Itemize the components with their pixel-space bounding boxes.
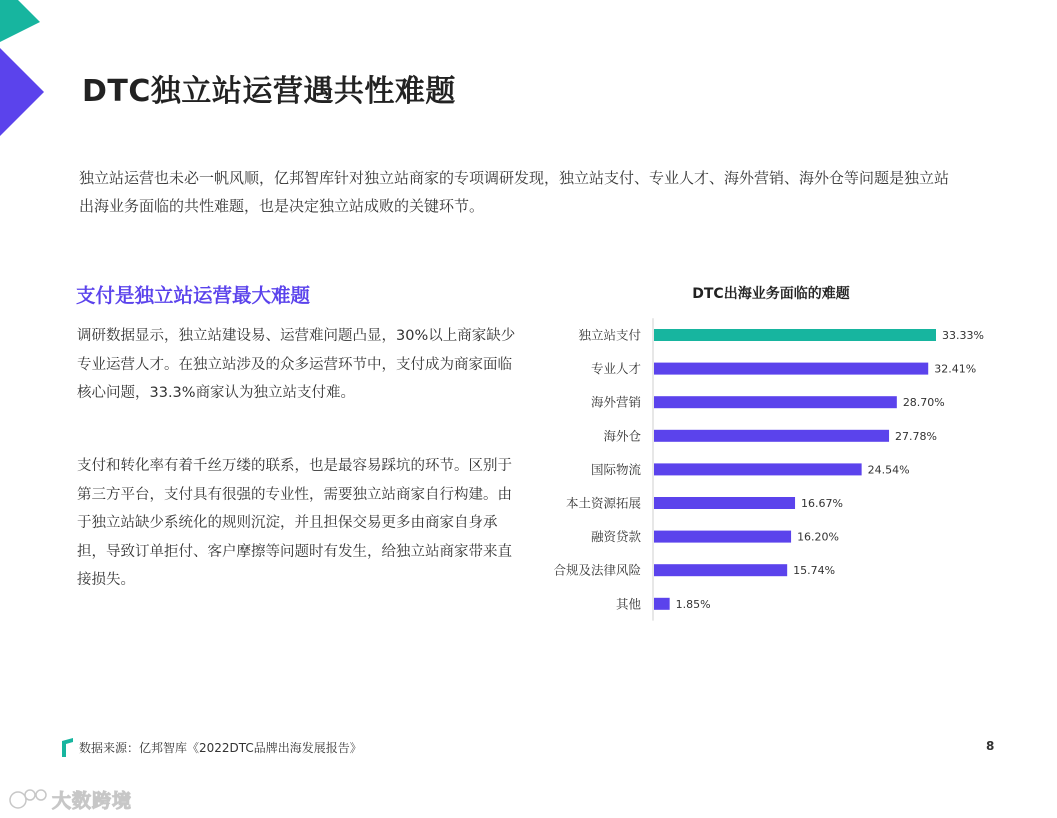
page-number: 8 [986, 739, 995, 753]
bar [654, 430, 889, 442]
difficulties-bar-chart [520, 270, 1000, 630]
watermark-logo-icon [8, 785, 48, 813]
watermark [8, 784, 132, 814]
value-label: 16.20% [797, 530, 840, 544]
body-paragraph-1: 调研数据显示，独立站建设易、运营难问题凸显，30%以上商家缺少专业运营人才。在独立站涉及的众多运营环节中，支付成为商家面临核心问题，33.3%商家认为独立站支付难。 [77, 328, 516, 401]
body-paragraph-2: 支付和转化率有着千丝万缕的联系，也是最容易踩坑的环节。区别于第三方平台，支付具有很强的专业性，需要独立站商家自行构建。由于独立站缺少系统化的规则沉淀，并且担保交易更多由商家自身承担，导致订单拒付、客户摩擦等问题时有发生，给独立站商家带来直接损失。 [77, 458, 512, 588]
section-title: 支付是独立站运营最大难题 [76, 284, 311, 307]
value-label: 33.33% [942, 329, 984, 342]
bar [654, 497, 795, 509]
category-label: 融资贷款 [590, 529, 641, 545]
bar [654, 531, 791, 543]
intro-paragraph: 独立站运营也未必一帆风顺，亿邦智库针对独立站商家的专项调研发现，独立站支付、专业人才、海外营销、海外仓等问题是独立站出海业务面临的共性难题，也是决定独立站成败的关键环节。 [79, 169, 950, 215]
category-label: 国际物流 [590, 461, 641, 477]
bar [654, 396, 897, 408]
bar [654, 463, 862, 475]
value-label: 1.85% [675, 597, 711, 611]
corner-arrow-decoration [0, 0, 60, 140]
category-label: 海外营销 [590, 394, 641, 410]
page-title: DTC独立站运营遇共性难题 [82, 74, 456, 109]
value-label: 32.41% [934, 362, 977, 376]
value-label: 28.70% [902, 396, 945, 410]
value-label: 16.67% [801, 497, 843, 510]
category-label: 其他 [615, 596, 641, 612]
category-label: 本土资源拓展 [565, 495, 641, 511]
category-label: 专业人才 [590, 361, 641, 377]
category-label: 合规及法律风险 [553, 562, 641, 578]
value-label: 24.54% [867, 463, 910, 477]
data-source: 数据来源：亿邦智库《2022DTC品牌出海发展报告》 [79, 741, 362, 755]
category-label: 海外仓 [603, 428, 641, 444]
bar [654, 329, 936, 341]
category-label: 独立站支付 [578, 327, 641, 343]
chart-title: DTC出海业务面临的难题 [692, 286, 850, 302]
bar [654, 598, 670, 610]
watermark-text: 大数跨境 [52, 789, 133, 812]
brand-mark-icon [62, 738, 76, 758]
value-label: 15.74% [793, 564, 836, 578]
value-label: 27.78% [895, 429, 937, 443]
bar [654, 564, 787, 576]
bar [654, 363, 928, 375]
